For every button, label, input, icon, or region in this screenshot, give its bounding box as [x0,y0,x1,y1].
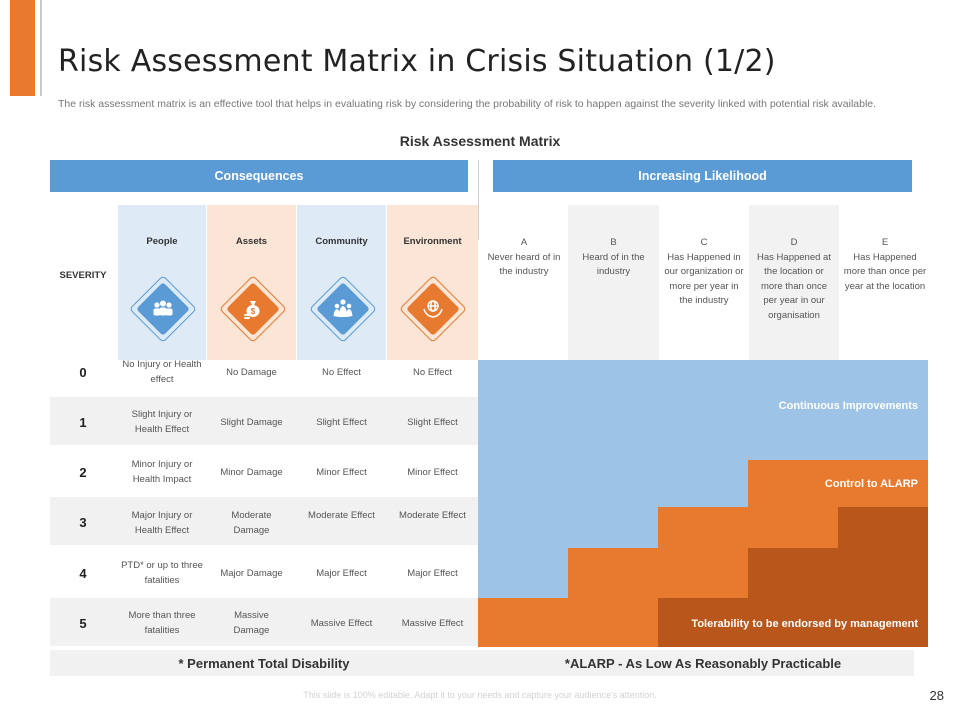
row-0-environment: No Effect [413,367,452,378]
likelihood-e [843,236,927,294]
alarp-zone-row5 [478,598,658,647]
people-column-label: People [146,236,178,247]
row-4-assets: Major Damage [220,568,283,579]
header-divider [478,160,479,240]
consequences-header: Consequences [50,160,468,192]
likelihood-b-text: Heard of in the industry [582,251,645,277]
matrix-title: Risk Assessment Matrix [399,133,561,149]
tolerability-label: Tolerability to be endorsed by management [691,618,918,630]
row-5-community: Massive Effect [310,618,373,629]
row-3-environment: Moderate Effect [399,510,466,521]
globe-hands-icon [404,280,460,336]
tolerability-zone-row4 [748,548,928,598]
likelihood-header: Increasing Likelihood [493,160,912,192]
row-3-community: Moderate Effect [308,510,375,521]
row-0-assets: No Damage [226,367,277,378]
row-0-community: No Effect [322,367,361,378]
accent-divider [40,0,42,96]
likelihood-e-text: Has Happened more than once per year at the location [843,251,927,292]
editable-note: This slide is 100% editable. Adapt it to your needs and capture your audience's attention. [303,690,657,700]
community-icon [314,280,370,336]
row-5-environment: Massive Effect [401,618,464,629]
severity-1: 1 [79,415,87,430]
likelihood-c-text: Has Happened in our organization or more per year in the industry [664,251,744,306]
severity-5: 5 [79,616,87,631]
likelihood-a [480,236,568,280]
row-4-community: Major Effect [316,568,367,579]
svg-text:$: $ [250,307,256,316]
row-1-community: Slight Effect [316,417,367,428]
row-2-environment: Minor Effect [407,467,458,478]
alarp-footnote: *ALARP - As Low As Reasonably Practicable [564,656,842,671]
row-0-people: No Injury or Health effect [122,359,202,385]
community-column-label: Community [315,236,368,247]
likelihood-c [664,236,744,309]
likelihood-c-letter: C [700,237,708,248]
likelihood-a-text: Never heard of in the industry [487,251,561,277]
row-1-assets: Slight Damage [220,417,283,428]
row-4-environment: Major Effect [407,568,458,579]
continuous-improvements-label: Continuous Improvements [778,400,918,412]
slide-title: Risk Assessment Matrix in Crisis Situation (1/2) [58,44,776,79]
row-1-people: Slight Injury or Health Effect [131,409,193,435]
likelihood-b-letter: B [610,237,617,248]
severity-2: 2 [79,465,87,480]
accent-bar [10,0,35,96]
row-5-people: More than three fatalities [128,610,196,636]
likelihood-a-letter: A [520,237,528,248]
row-2-assets: Minor Damage [220,467,283,478]
likelihood-d [754,236,834,323]
severity-label: SEVERITY [59,270,107,281]
likelihood-d-text: Has Happened at the location or more than once per year in our organisation [757,251,831,321]
row-3-people: Major Injury or Health Effect [131,510,193,536]
row-3-assets: Moderate Damage [231,510,272,536]
row-1-environment: Slight Effect [407,417,458,428]
slide-subtitle: The risk assessment matrix is an effective tool that helps in evaluating risk by considering the probability of risk to happen against the severity linked with potential risk available. [58,98,877,110]
row-5-assets: Massive Damage [233,610,270,636]
severity-4: 4 [79,566,87,581]
money-bag-icon [224,280,280,336]
ptd-footnote: * Permanent Total Disability [178,656,350,671]
likelihood-b [572,236,655,280]
row-4-people: PTD* or up to three fatalities [121,560,203,586]
likelihood-e-letter: E [881,237,889,248]
tolerability-zone-row3 [838,507,928,548]
people-icon [134,280,190,336]
likelihood-b-column [568,205,659,360]
assets-column-label: Assets [235,236,268,247]
likelihood-d-letter: D [790,237,798,248]
severity-0: 0 [79,365,87,380]
page-number: 28 [929,688,944,703]
environment-column-label: Environment [403,236,462,247]
control-alarp-label: Control to ALARP [824,478,918,490]
row-2-community: Minor Effect [316,467,367,478]
row-2-people: Minor Injury or Health Impact [131,459,193,485]
severity-3: 3 [79,515,87,530]
